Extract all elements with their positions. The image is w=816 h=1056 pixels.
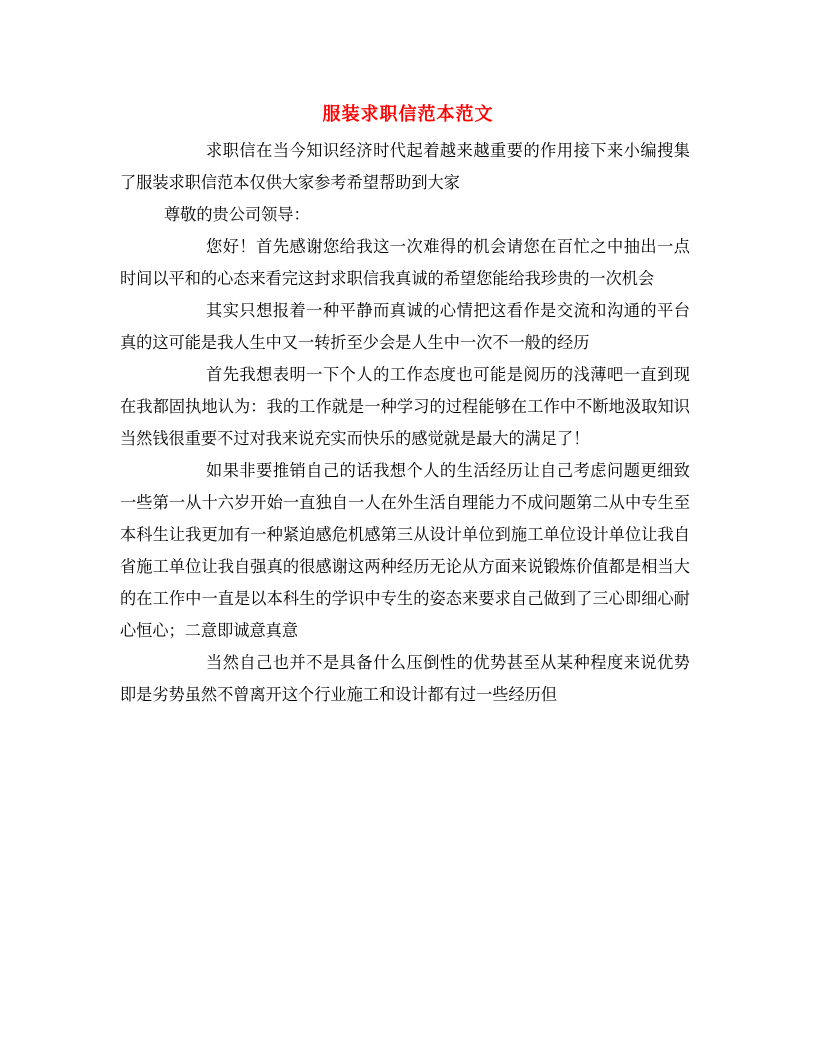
document-body	[120, 135, 690, 711]
intro-paragraph: 求职信在当今知识经济时代起着越来越重要的作用接下来小编搜集了服装求职信范本仅供大家参考希望帮助到大家	[120, 141, 690, 192]
document-title: 服装求职信范本范文	[322, 104, 494, 125]
body-paragraph: 其实只想报着一种平静而真诚的心情把这看作是交流和沟通的平台真的这可能是我人生中又一转折至少会是人生中一次不一般的经历	[120, 301, 690, 352]
body-paragraph: 当然自己也并不是具备什么压倒性的优势甚至从某种程度来说优势即是劣势虽然不曾离开这个行业施工和设计都有过一些经历但	[120, 653, 690, 704]
body-paragraph: 如果非要推销自己的话我想个人的生活经历让自己考虑问题更细致一些第一从十六岁开始一直独自一人在外生活自理能力不成问题第二从中专生至本科生让我更加有一种紧迫感危机感第三从设计单位到施工单位设计单位让我自省施工单位让我自强真的很感谢这两种经历无论从方面来说锻炼价值都是相当大的在工作中一直是以本科生的学识中专生的姿态来要求自己做到了三心即细心耐心恒心；二意即诚意真意	[120, 461, 690, 640]
body-paragraph: 您好！首先感谢您给我这一次难得的机会请您在百忙之中抽出一点时间以平和的心态来看完这封求职信我真诚的希望您能给我珍贵的一次机会	[120, 237, 690, 288]
salutation: 尊敬的贵公司领导：	[164, 205, 310, 224]
body-paragraph: 首先我想表明一下个人的工作态度也可能是阅历的浅薄吧一直到现在我都固执地认为：我的工作就是一种学习的过程能够在工作中不断地汲取知识当然钱很重要不过对我来说充实而快乐的感觉就是最大的满足了！	[120, 365, 690, 448]
